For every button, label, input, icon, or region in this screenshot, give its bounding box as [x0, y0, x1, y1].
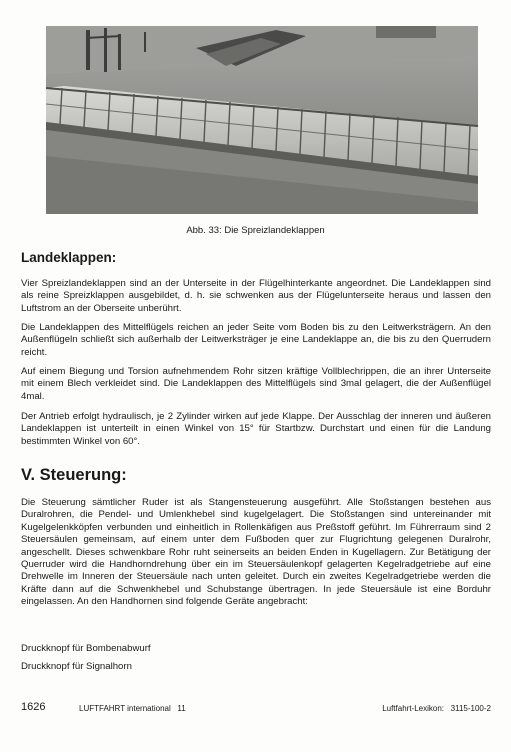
section-heading-landeklappen: Landeklappen: — [21, 250, 117, 265]
paragraph: Die Steuerung sämtlicher Ruder ist als Stangensteuerung ausgeführt. Alle Stoßstangen bestehen aus Duralrohren, die Pendel- und Umlenkhebel sind kugelgelagert. Die Stoßstangen sind untereinander mit Kugelgelenkköpfen verbunden und einheitlich in Rollenkäfigen aus Preßstoff geführt. Im Führerraum sind 2 Steuersäulen gemeinsam, auf einem unter dem Fußboden quer zur Flugrichtung gelegenen Duralrohr, angeschellt. Dieses schwenkbare Rohr ruht seinerseits an beiden Enden in Kugellagern. Zur Betätigung der Querruder wird die Handhorndrehung über ein im Steuersäulenkopf gelagerten Kegelradgetriebe auf eine Drehwelle im Inneren der Steuersäule nach unten geleitet. Durch ein zweites Kegelradgetriebe werden die Kräfte dann auf die Schwenkhebel und Schubstange übertragen. In jede Steuersäule ist eine Borduhr eingelassen. An den Handhornen sind folgende Geräte angebracht: — [21, 497, 491, 608]
figure-caption: Abb. 33: Die Spreizlandeklappen — [186, 225, 325, 236]
paragraph: Die Landeklappen des Mittelflügels reichen an jeder Seite vom Boden bis zu den Leitwerksträgern. An den Außenflügeln schließt sich außerhalb der Leitwerksträger je eine Landeklappe an, die bis zu den Querrudern reicht. — [21, 322, 491, 358]
paragraph: Auf einem Biegung und Torsion aufnehmendem Rohr sitzen kräftige Vollblechrippen, die an ihrer Unterseite mit einem Blech verkleidet sind. Die Landeklappen des Mittelflügels sind 3mal gelagert, die der Außenflügel 4mal. — [21, 366, 491, 402]
page-number: 1626 — [21, 701, 46, 713]
paragraph: Der Antrieb erfolgt hydraulisch, je 2 Zylinder wirken auf jede Klappe. Der Ausschlag der inneren und äußeren Landeklappen ist unterteilt in einen Winkel von 15° für Startbzw. Durchstart und einen für die Landung bestimmten Winkel von 60°. — [21, 411, 491, 447]
publication-name: LUFTFAHRT international 11 — [79, 704, 186, 713]
lexikon-reference: Luftfahrt-Lexikon: 3115-100-2 — [382, 704, 491, 713]
paragraph: Vier Spreizlandeklappen sind an der Unterseite in der Flügelhinterkante angeordnet. Die Landeklappen sind als reine Spreizklappen ausgebildet, d. h. sie schwenken aus der Flügelunterseite heraus und lassen den Luftstrom an der Oberseite unberührt. — [21, 278, 491, 314]
flap-photo-image — [46, 26, 478, 214]
flap-photo — [46, 26, 478, 214]
list-item: Druckknopf für Signalhorn — [21, 661, 132, 672]
list-item: Druckknopf für Bombenabwurf — [21, 643, 151, 654]
section-heading-steuerung: V. Steuerung: — [21, 466, 127, 484]
page-footer — [0, 703, 511, 719]
